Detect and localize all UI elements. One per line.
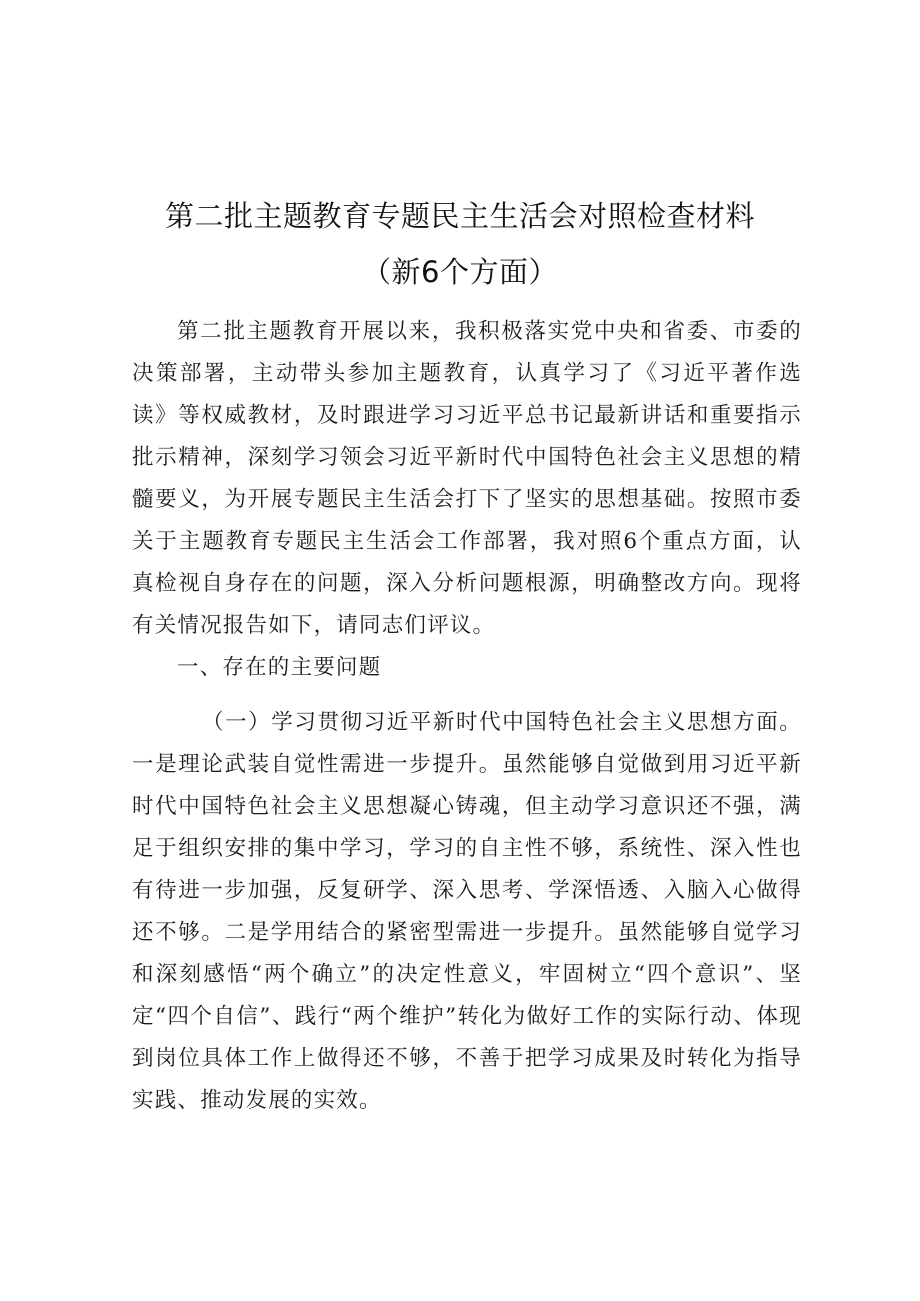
document-title: 第二批主题教育专题民主生活会对照检查材料 (164, 199, 755, 233)
document-subtitle: （新6个方面） (362, 255, 558, 289)
intro-paragraph: 第二批主题教育开展以来，我积极落实党中央和省委、市委的决策部署，主动带头参加主题教育，认真学习了《习近平著作选读》等权威教材，及时跟进学习习近平总书记最新讲话和重要指示批示精神，深刻学习领会习近平新时代中国特色社会主义思想的精髓要义，为开展专题民主生活会打下了坚实的思想基础。按照市委关于主题教育专题民主生活会工作部署，我对照6个重点方面，认真检视自身存在的问题，深入分析问题根源，明确整改方向。现将有关情况报告如下，请同志们评议。 (132, 319, 802, 638)
section-heading: 一、存在的主要问题 (177, 655, 382, 680)
section-1-paragraph: （一）学习贯彻习近平新时代中国特色社会主义思想方面。一是理论武装自觉性需进一步提升。虽然能够自觉做到用习近平新时代中国特色社会主义思想凝心铸魂，但主动学习意识还不强，满足于组织安排的集中学习，学习的自主性不够，系统性、深入性也有待进一步加强，反复研学、深入思考、学深悟透、入脑入心做得还不够。二是学用结合的紧密型需进一步提升。虽然能够自觉学习和深刻感悟“两个确立”的决定性意义，牢固树立“四个意识”、坚定“四个自信”、践行“两个维护”转化为做好工作的实际行动、体现到岗位具体工作上做得还不够，不善于把学习成果及时转化为指导实践、推动发展的实效。 (132, 710, 802, 1113)
